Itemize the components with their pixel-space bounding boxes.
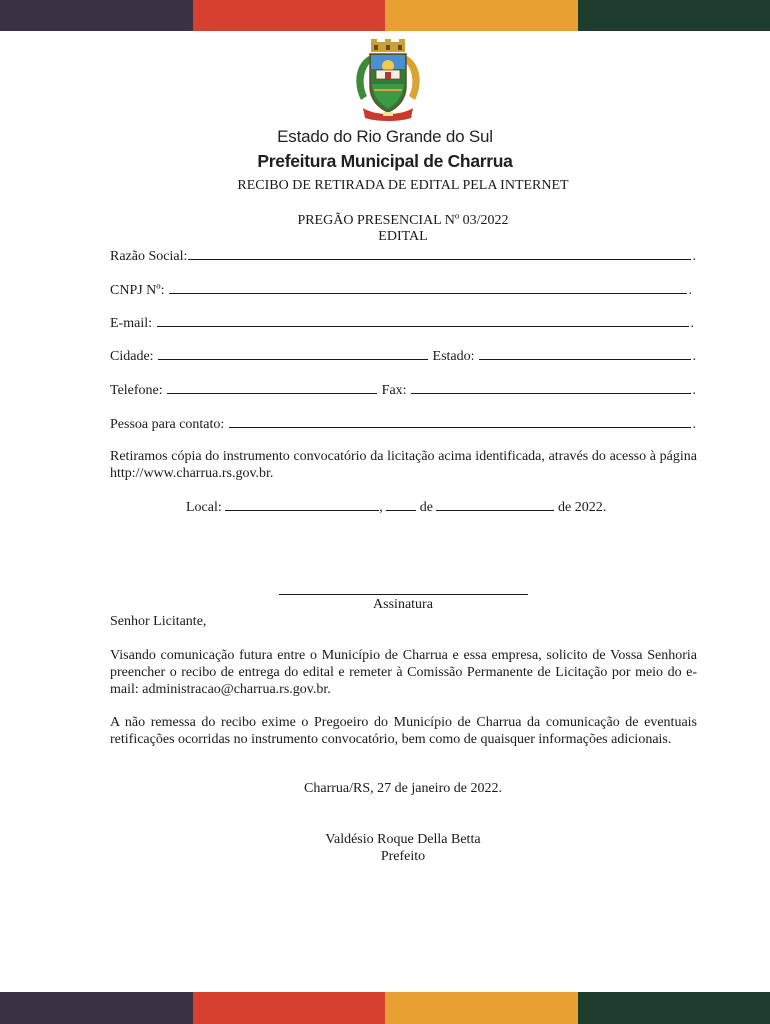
telefone-field[interactable] bbox=[167, 381, 377, 394]
local-date-row bbox=[186, 498, 626, 516]
line-terminator: . bbox=[692, 383, 696, 398]
document-title: RECIBO DE RETIRADA DE EDITAL PELA INTERNET bbox=[237, 178, 569, 193]
greeting: Senhor Licitante, bbox=[110, 614, 207, 629]
estado-label: Estado: bbox=[429, 349, 479, 364]
estado-field[interactable] bbox=[479, 347, 690, 360]
razao-social-label: Razão Social: bbox=[110, 249, 188, 264]
email-label: E-mail: bbox=[110, 316, 156, 331]
day-field[interactable] bbox=[386, 498, 416, 511]
telefone-label: Telefone: bbox=[110, 383, 167, 398]
municipal-coat-of-arms-icon bbox=[341, 38, 435, 122]
band-segment-purple bbox=[0, 992, 193, 1024]
fax-label: Fax: bbox=[378, 383, 411, 398]
email-row bbox=[110, 314, 694, 334]
month-field[interactable] bbox=[436, 498, 554, 511]
signature-line[interactable] bbox=[279, 594, 528, 595]
notice-paragraph: A não remessa do recibo exime o Pregoeiro do Município de Charrua da comunicação de eventuais retificações ocorridas no instrumento convocatório, bem como de quaisquer informações adicionais. bbox=[110, 715, 697, 747]
band-segment-red bbox=[193, 992, 386, 1024]
cnpj-field[interactable] bbox=[169, 281, 686, 294]
line-terminator: . bbox=[690, 316, 694, 331]
communication-paragraph: Visando comunicação futura entre o Município de Charrua e essa empresa, solicito de Vossa Senhoria preencher o recibo de entrega do edital e remeter à Comissão Permanente de Licitação por meio do e-mail: administracao@charrua.rs.gov.br. bbox=[110, 648, 697, 697]
fax-field[interactable] bbox=[411, 381, 690, 394]
band-segment-red bbox=[193, 0, 386, 31]
line-terminator: . bbox=[688, 283, 692, 298]
local-de: de bbox=[416, 500, 437, 515]
band-segment-green bbox=[578, 992, 770, 1024]
signer-role: Prefeito bbox=[380, 849, 426, 864]
band-segment-orange bbox=[385, 992, 578, 1024]
place-date: Charrua/RS, 27 de janeiro de 2022. bbox=[304, 781, 502, 796]
cnpj-row bbox=[110, 281, 692, 301]
pregao-number: PREGÃO PRESENCIAL Nº 03/2022 bbox=[297, 213, 509, 228]
bottom-color-band bbox=[0, 992, 770, 1024]
line-terminator: . bbox=[692, 417, 696, 432]
contato-label: Pessoa para contato: bbox=[110, 417, 228, 432]
razao-social-field[interactable] bbox=[188, 247, 690, 260]
cidade-label: Cidade: bbox=[110, 349, 158, 364]
signature-label: Assinatura bbox=[373, 597, 433, 612]
contato-field[interactable] bbox=[229, 415, 691, 428]
band-segment-orange bbox=[385, 0, 578, 31]
line-terminator: . bbox=[692, 349, 696, 364]
edital-label: EDITAL bbox=[378, 229, 428, 244]
telefone-fax-row bbox=[110, 381, 696, 401]
cidade-estado-row bbox=[110, 347, 696, 367]
signer-name: Valdésio Roque Della Betta bbox=[325, 832, 481, 847]
band-segment-purple bbox=[0, 0, 193, 31]
local-label: Local: bbox=[186, 500, 226, 515]
local-field[interactable] bbox=[225, 498, 379, 511]
local-year: de 2022. bbox=[554, 500, 607, 515]
razao-social-row bbox=[110, 247, 696, 267]
cidade-field[interactable] bbox=[158, 347, 428, 360]
municipality-name: Prefeitura Municipal de Charrua bbox=[257, 151, 513, 171]
line-terminator: . bbox=[692, 249, 696, 264]
state-name: Estado do Rio Grande do Sul bbox=[277, 127, 493, 146]
cnpj-label: CNPJ Nº: bbox=[110, 283, 169, 298]
top-color-band bbox=[0, 0, 770, 31]
local-comma: , bbox=[379, 500, 387, 515]
email-field[interactable] bbox=[157, 314, 689, 327]
contato-row bbox=[110, 415, 696, 435]
retiramos-paragraph: Retiramos cópia do instrumento convocatório da licitação acima identificada, através do acesso à página http://www.charrua.rs.gov.br. bbox=[110, 449, 697, 481]
band-segment-green bbox=[578, 0, 770, 31]
